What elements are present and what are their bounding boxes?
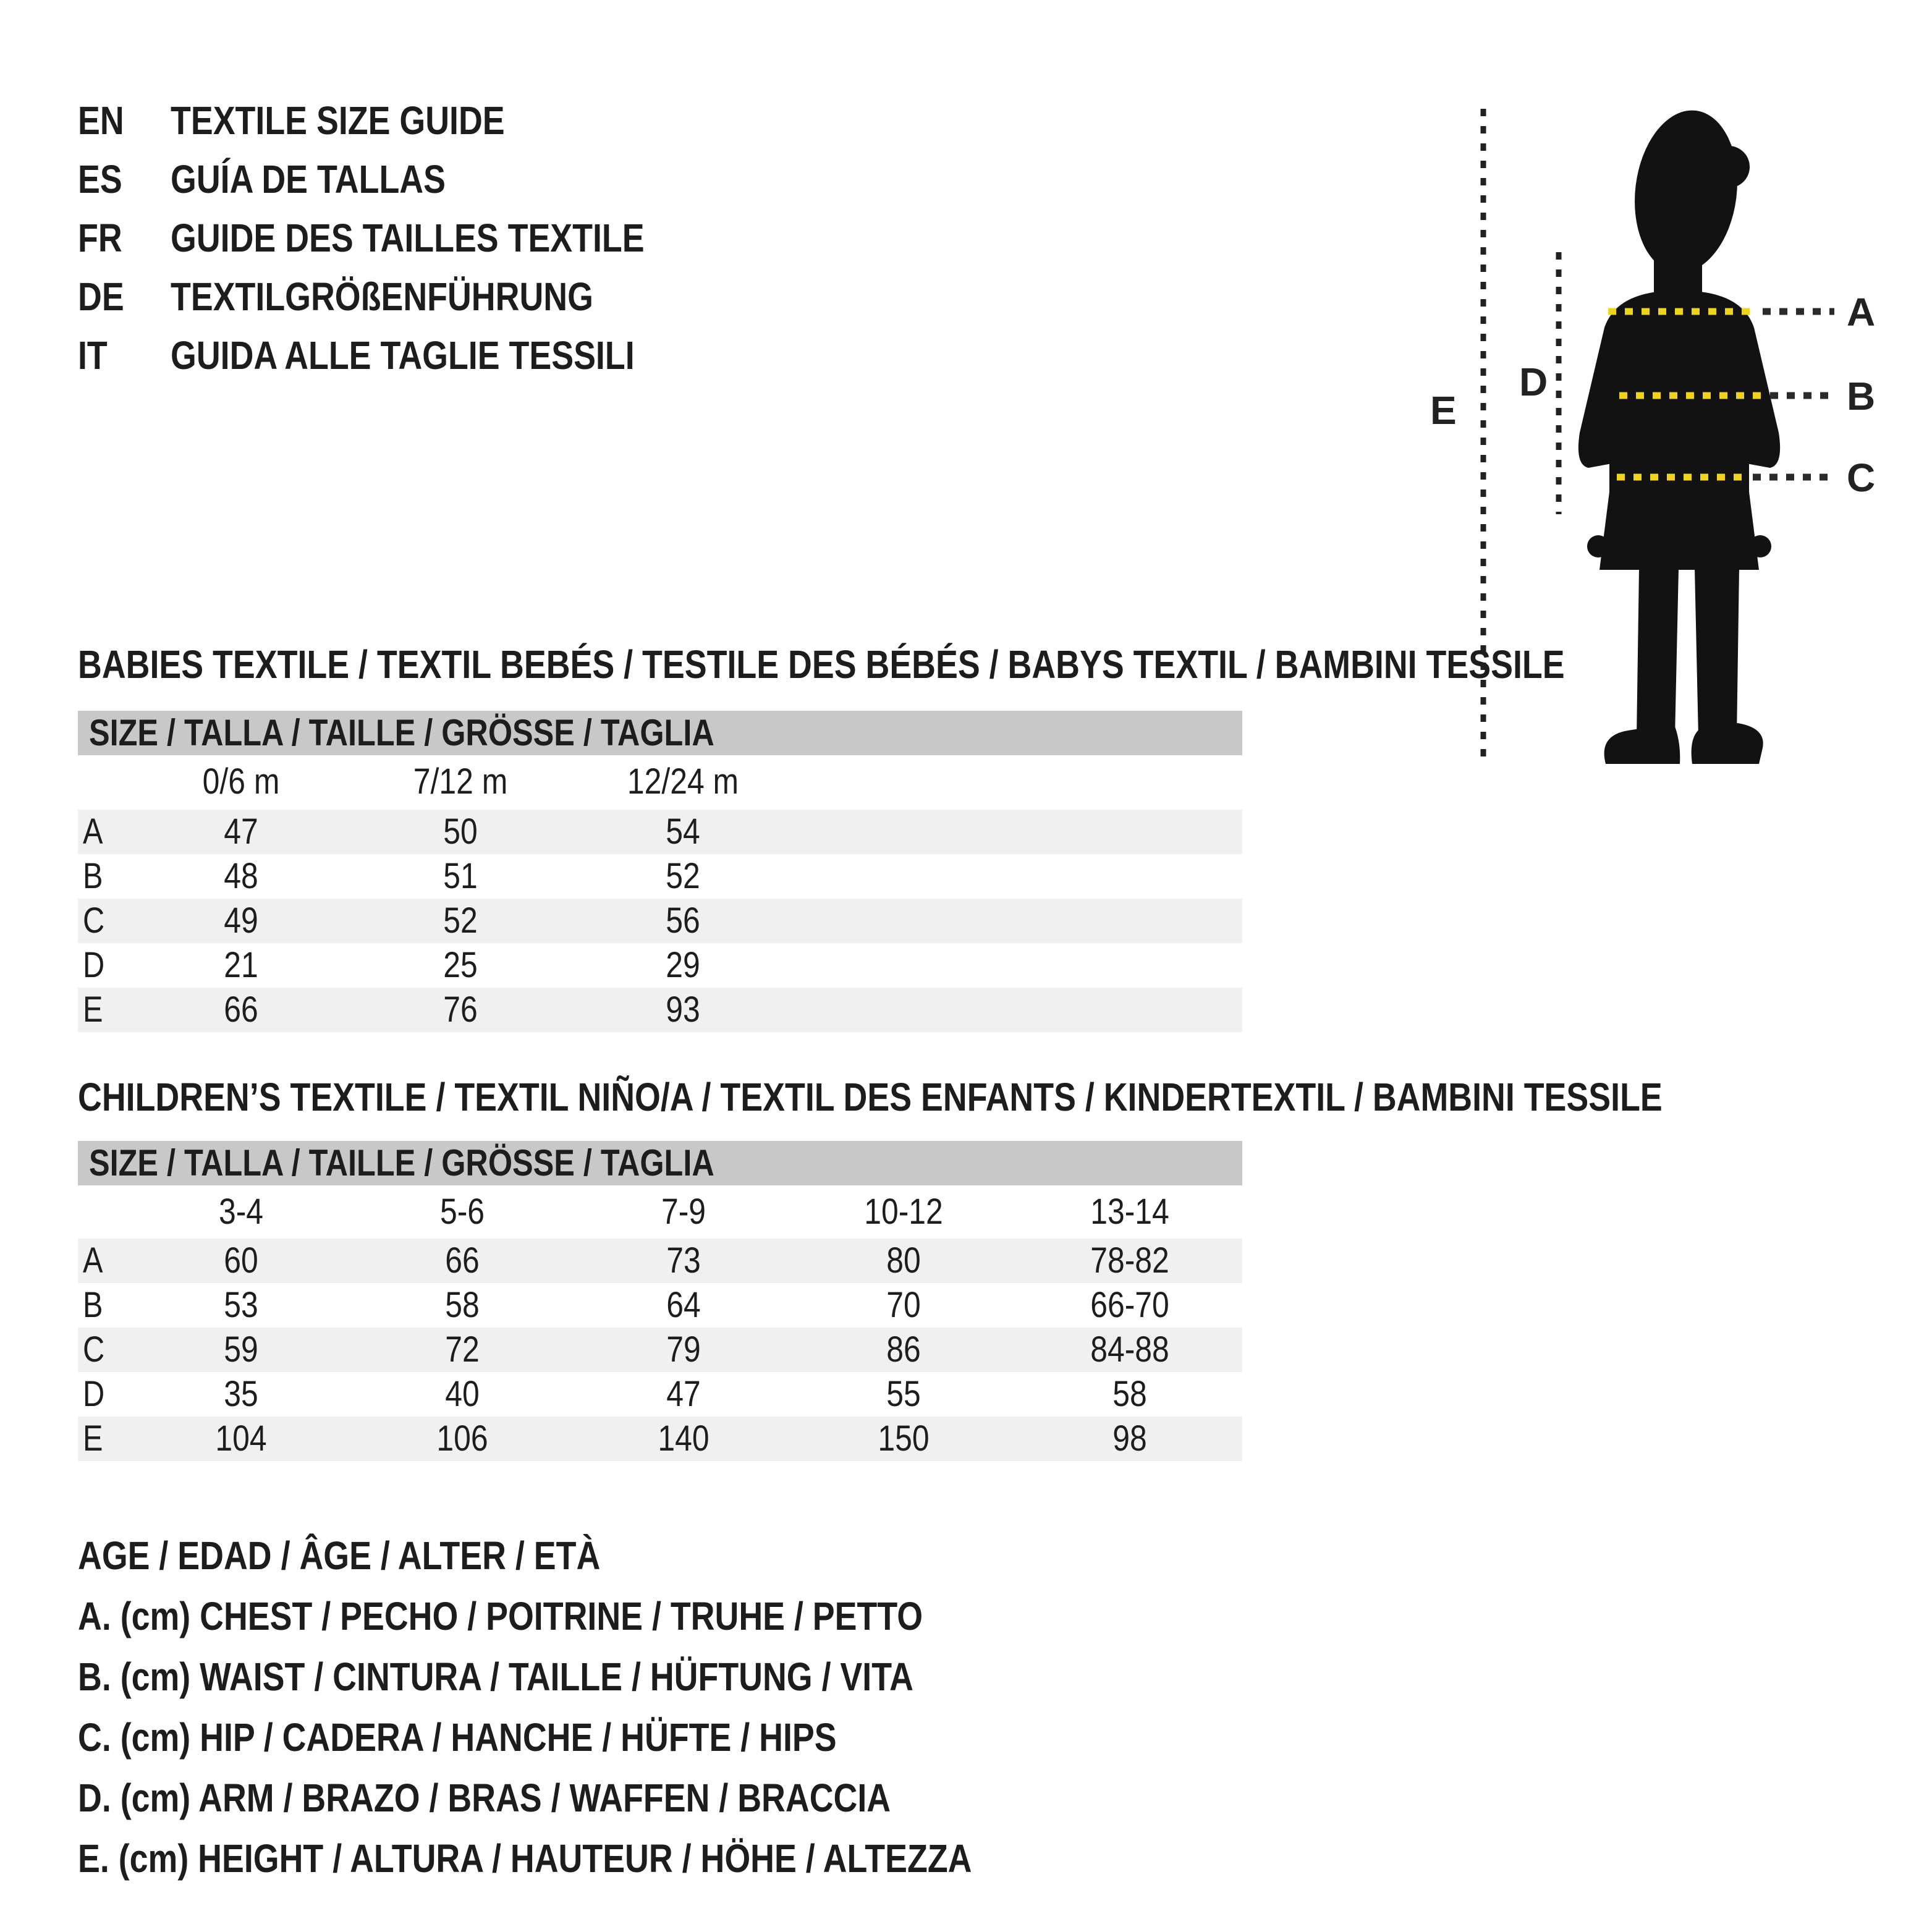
row-label-C: C: [83, 900, 105, 941]
legend-waist: B. (cm) WAIST / CINTURA / TAILLE / HÜFTUNG / VITA: [78, 1654, 913, 1699]
row-label-D: D: [83, 945, 105, 985]
lang-title-es: GUÍA DE TALLAS: [171, 157, 446, 201]
children-col-13-14: 13-14: [1090, 1192, 1169, 1232]
row-label-B: B: [83, 856, 103, 896]
babies-section-heading: BABIES TEXTILE / TEXTIL BEBÉS / TESTILE DES BÉBÉS / BABYS TEXTIL / BAMBINI TESSILE: [78, 642, 1565, 687]
babies-col-12-24m: 12/24 m: [627, 761, 739, 802]
lang-code-de: DE: [78, 274, 124, 319]
legend-hip: C. (cm) HIP / CADERA / HANCHE / HÜFTE / HIPS: [78, 1715, 837, 1760]
row-label-A: A: [83, 1240, 103, 1281]
measurement-legend: [78, 1525, 1142, 1889]
figure-label-E: E: [1430, 388, 1457, 433]
lang-code-it: IT: [78, 333, 108, 378]
table-row: B 53 58 64 70 66-70: [78, 1283, 1242, 1328]
babies-col-7-12m: 7/12 m: [413, 761, 508, 802]
children-col-5-6: 5-6: [439, 1192, 485, 1232]
row-label-A: A: [83, 811, 103, 852]
lang-code-fr: FR: [78, 216, 122, 260]
lang-code-en: EN: [78, 98, 124, 143]
children-col-10-12: 10-12: [864, 1192, 943, 1232]
lang-row-de: [78, 268, 735, 326]
babies-size-bar: SIZE / TALLA / TAILLE / GRÖSSE / TAGLIA: [78, 711, 1242, 755]
figure-label-C: C: [1847, 455, 1876, 500]
children-column-headers: [78, 1185, 1242, 1239]
table-row: C 49 52 56: [78, 899, 1242, 943]
language-title-list: [78, 91, 735, 385]
table-row: E 104 106 140 150 98: [78, 1417, 1242, 1461]
babies-table: [78, 810, 1242, 1032]
legend-arm: D. (cm) ARM / BRAZO / BRAS / WAFFEN / BRACCIA: [78, 1776, 891, 1820]
children-table: [78, 1239, 1242, 1461]
figure-label-A: A: [1847, 290, 1876, 334]
lang-title-fr: GUIDE DES TAILLES TEXTILE: [171, 216, 645, 260]
row-label-C: C: [83, 1329, 105, 1370]
figure-label-B: B: [1847, 374, 1876, 418]
children-section-heading: CHILDREN’S TEXTILE / TEXTIL NIÑO/A / TEXTIL DES ENFANTS / KINDERTEXTIL / BAMBINI TESSILE: [78, 1075, 1663, 1119]
table-row: D 35 40 47 55 58: [78, 1372, 1242, 1417]
children-col-3-4: 3-4: [218, 1192, 264, 1232]
table-row: E 66 76 93: [78, 988, 1242, 1032]
children-col-7-9: 7-9: [661, 1192, 706, 1232]
table-row: C 59 72 79 86 84-88: [78, 1328, 1242, 1372]
children-size-bar: SIZE / TALLA / TAILLE / GRÖSSE / TAGLIA: [78, 1141, 1242, 1185]
row-label-E: E: [83, 1418, 103, 1459]
table-row: B 48 51 52: [78, 854, 1242, 899]
table-row: A 47 50 54: [78, 810, 1242, 854]
lang-row-fr: [78, 209, 735, 268]
figure-label-D: D: [1519, 360, 1548, 404]
lang-code-es: ES: [78, 157, 122, 201]
table-row: A 60 66 73 80 78-82: [78, 1239, 1242, 1283]
lang-title-it: GUIDA ALLE TAGLIE TESSILI: [171, 333, 635, 378]
lang-title-de: TEXTILGRÖßENFÜHRUNG: [171, 274, 593, 319]
lang-title-en: TEXTILE SIZE GUIDE: [171, 98, 505, 143]
table-row: D 21 25 29: [78, 943, 1242, 988]
babies-column-headers: [78, 755, 1242, 808]
row-label-B: B: [83, 1285, 103, 1325]
row-label-E: E: [83, 989, 103, 1030]
babies-col-0-6m: 0/6 m: [202, 761, 280, 802]
lang-row-en: [78, 91, 735, 150]
row-label-D: D: [83, 1374, 105, 1414]
lang-row-es: [78, 150, 735, 209]
legend-chest: A. (cm) CHEST / PECHO / POITRINE / TRUHE / PETTO: [78, 1594, 923, 1638]
lang-row-it: [78, 326, 735, 385]
legend-height: E. (cm) HEIGHT / ALTURA / HAUTEUR / HÖHE / ALTEZZA: [78, 1836, 972, 1881]
legend-age: AGE / EDAD / ÂGE / ALTER / ETÀ: [78, 1533, 601, 1578]
